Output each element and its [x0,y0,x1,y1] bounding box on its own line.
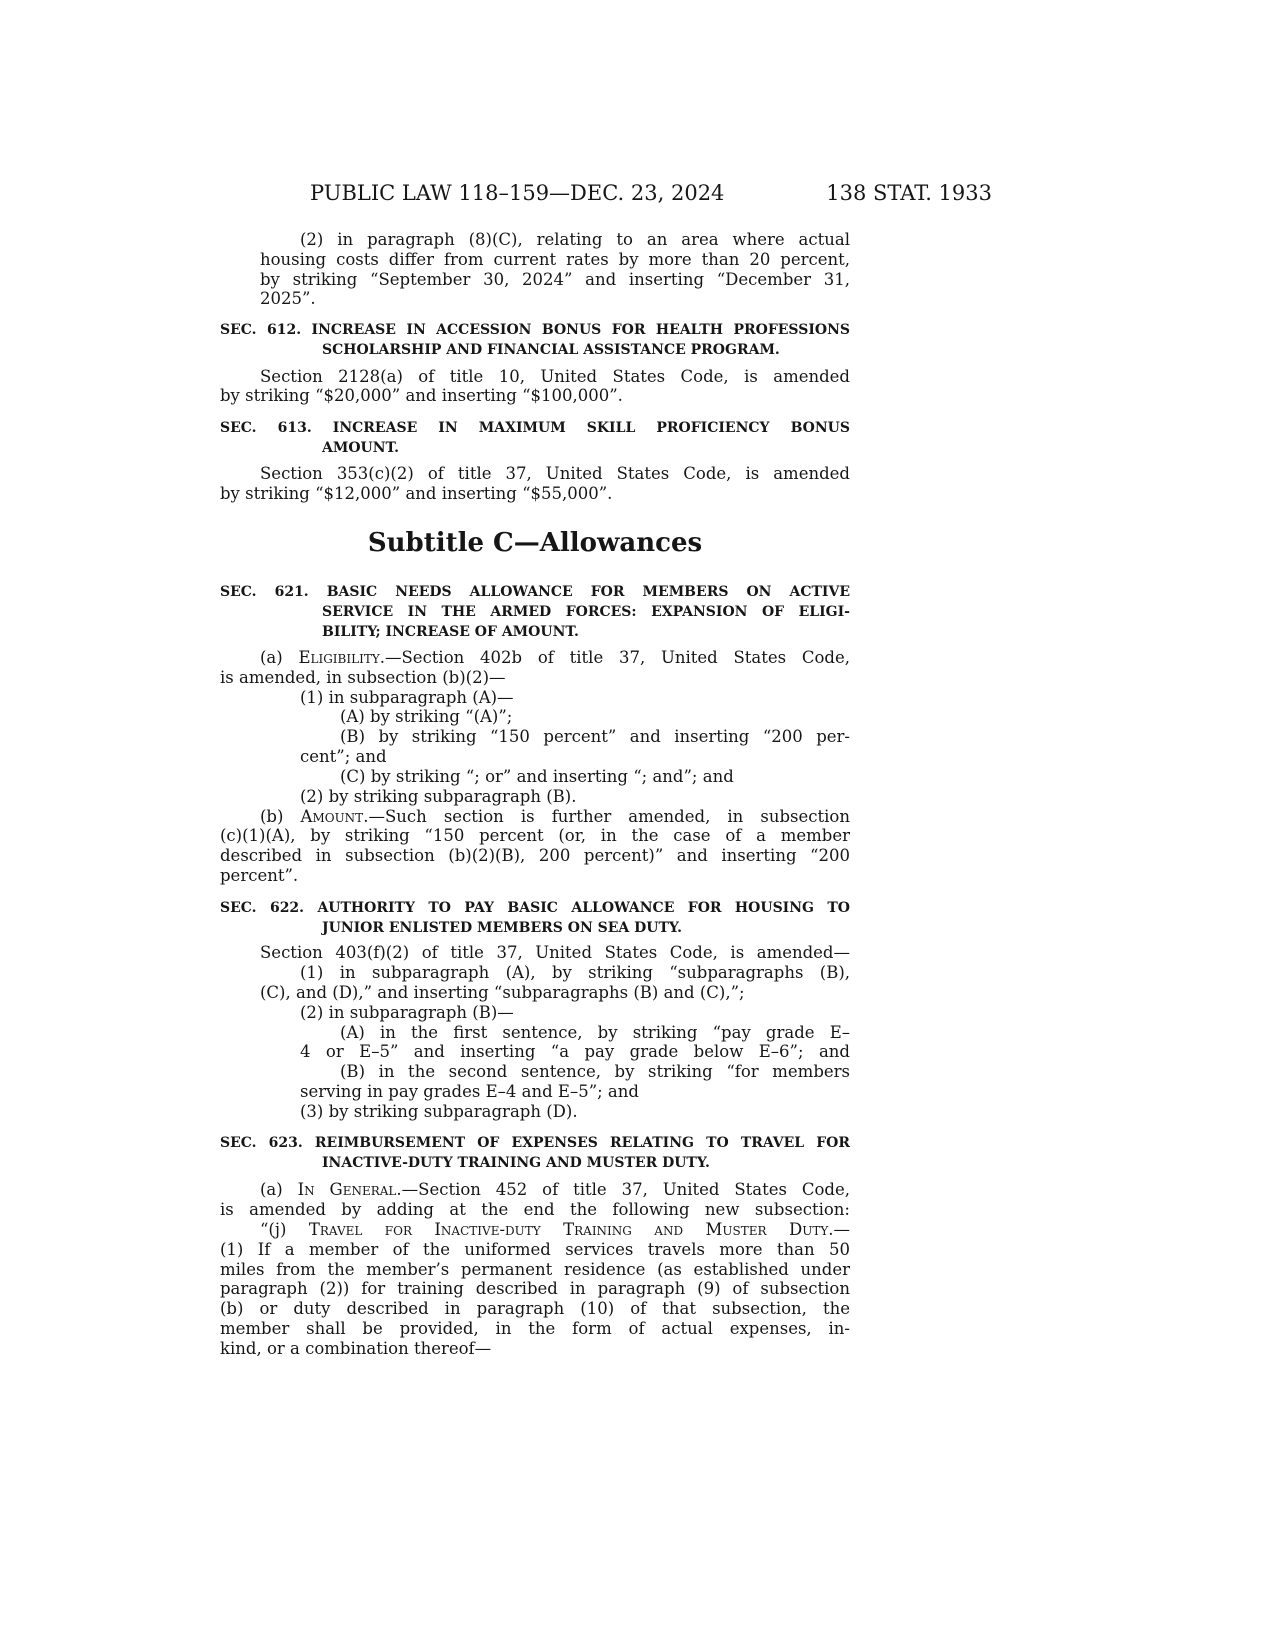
subsection-heading: Travel for Inactive-duty Training and Muster Duty [308,1220,829,1239]
section-heading-line: JUNIOR ENLISTED MEMBERS ON SEA DUTY. [322,920,682,936]
paragraph-line: 2025”. [260,289,316,308]
subsection-text: .— [828,1220,850,1239]
section-heading-line: INACTIVE-DUTY TRAINING AND MUSTER DUTY. [322,1155,710,1171]
section-body-line: (B) in the second sentence, by striking “for members [340,1062,850,1081]
section-body-line: Section 353(c)(2) of title 37, United States Code, is amended [260,464,850,483]
subsection-label: (a) [260,1180,298,1199]
section-body-line [260,648,850,668]
section-body-line: paragraph (2)) for training described in paragraph (9) of subsection [220,1279,850,1298]
section-body-line: (c)(1)(A), by striking “150 percent (or, in the case of a member [220,826,850,845]
running-title: PUBLIC LAW 118–159—DEC. 23, 2024 [310,181,725,205]
section-body-line: by striking “$12,000” and inserting “$55,000”. [220,484,613,503]
subsection-heading: In General [297,1180,397,1199]
section-heading-line: SERVICE IN THE ARMED FORCES: EXPANSION OF ELIGI- [322,604,850,620]
section-heading-line: SEC. 613. INCREASE IN MAXIMUM SKILL PROFICIENCY BONUS [220,420,850,436]
subsection-text: .—Section 452 of title 37, United States Code, [396,1180,850,1199]
section-body-line: member shall be provided, in the form of actual expenses, in- [220,1319,850,1338]
section-body-line: (2) by striking subparagraph (B). [300,787,577,806]
paragraph-line: housing costs differ from current rates by more than 20 percent, [260,250,850,269]
section-body-line: Section 403(f)(2) of title 37, United States Code, is amended— [260,943,850,962]
section-body-line: (C), and (D),” and inserting “subparagraphs (B) and (C),”; [260,983,745,1002]
section-heading-line: SEC. 623. REIMBURSEMENT OF EXPENSES RELATING TO TRAVEL FOR [220,1135,850,1151]
section-body-line: is amended by adding at the end the following new subsection: [220,1200,850,1219]
subsection-text: .—Section 402b of title 37, United States Code, [379,648,850,667]
section-body-line [260,1220,850,1240]
section-body-line: Section 2128(a) of title 10, United States Code, is amended [260,367,850,386]
subsection-label: “(j) [260,1220,309,1239]
subsection-heading: Amount [300,807,364,826]
paragraph-line: by striking “September 30, 2024” and inserting “December 31, [260,270,850,289]
section-body-line: (1) If a member of the uniformed services travels more than 50 [220,1240,850,1259]
section-body-line: miles from the member’s permanent residence (as established under [220,1260,850,1279]
section-body-line: (1) in subparagraph (A), by striking “subparagraphs (B), [300,963,850,982]
section-body-line: (A) by striking “(A)”; [340,707,513,726]
section-body-line: by striking “$20,000” and inserting “$100,000”. [220,386,623,405]
section-body-line: is amended, in subsection (b)(2)— [220,668,506,687]
section-body-line: (2) in subparagraph (B)— [300,1003,514,1022]
section-heading-line: BILITY; INCREASE OF AMOUNT. [322,624,579,640]
subsection-label: (a) [260,648,299,667]
section-heading-line: SEC. 612. INCREASE IN ACCESSION BONUS FOR HEALTH PROFESSIONS [220,322,850,338]
subsection-heading: Eligibility [298,648,380,667]
section-body-line [260,807,850,827]
section-body-line: (b) or duty described in paragraph (10) of that subsection, the [220,1299,850,1318]
section-body-line: described in subsection (b)(2)(B), 200 percent)” and inserting “200 [220,846,850,865]
section-heading-line: SCHOLARSHIP AND FINANCIAL ASSISTANCE PROGRAM. [322,342,780,358]
subsection-text: .—Such section is further amended, in subsection [363,807,850,826]
section-body-line: (1) in subparagraph (A)— [300,688,514,707]
section-body-line: (B) by striking “150 percent” and inserting “200 per- [340,727,850,746]
subsection-label: (b) [260,807,301,826]
paragraph-line: (2) in paragraph (8)(C), relating to an area where actual [300,230,850,249]
section-body-line: (A) in the first sentence, by striking “pay grade E– [340,1023,850,1042]
section-body-line: 4 or E–5” and inserting “a pay grade below E–6”; and [300,1042,850,1061]
section-body-line: kind, or a combination thereof— [220,1339,492,1358]
section-heading-line: AMOUNT. [322,440,400,456]
section-body-line: (C) by striking “; or” and inserting “; and”; and [340,767,734,786]
section-heading-line: SEC. 621. BASIC NEEDS ALLOWANCE FOR MEMBERS ON ACTIVE [220,584,850,600]
section-body-line: percent”. [220,866,299,885]
section-body-line: cent”; and [300,747,387,766]
section-body-line: (3) by striking subparagraph (D). [300,1102,578,1121]
page-reference: 138 STAT. 1933 [826,181,992,205]
section-body-line: serving in pay grades E–4 and E–5”; and [300,1082,639,1101]
section-heading-line: SEC. 622. AUTHORITY TO PAY BASIC ALLOWANCE FOR HOUSING TO [220,900,850,916]
section-body-line [260,1180,850,1200]
subtitle-heading: Subtitle C—Allowances [367,528,703,558]
